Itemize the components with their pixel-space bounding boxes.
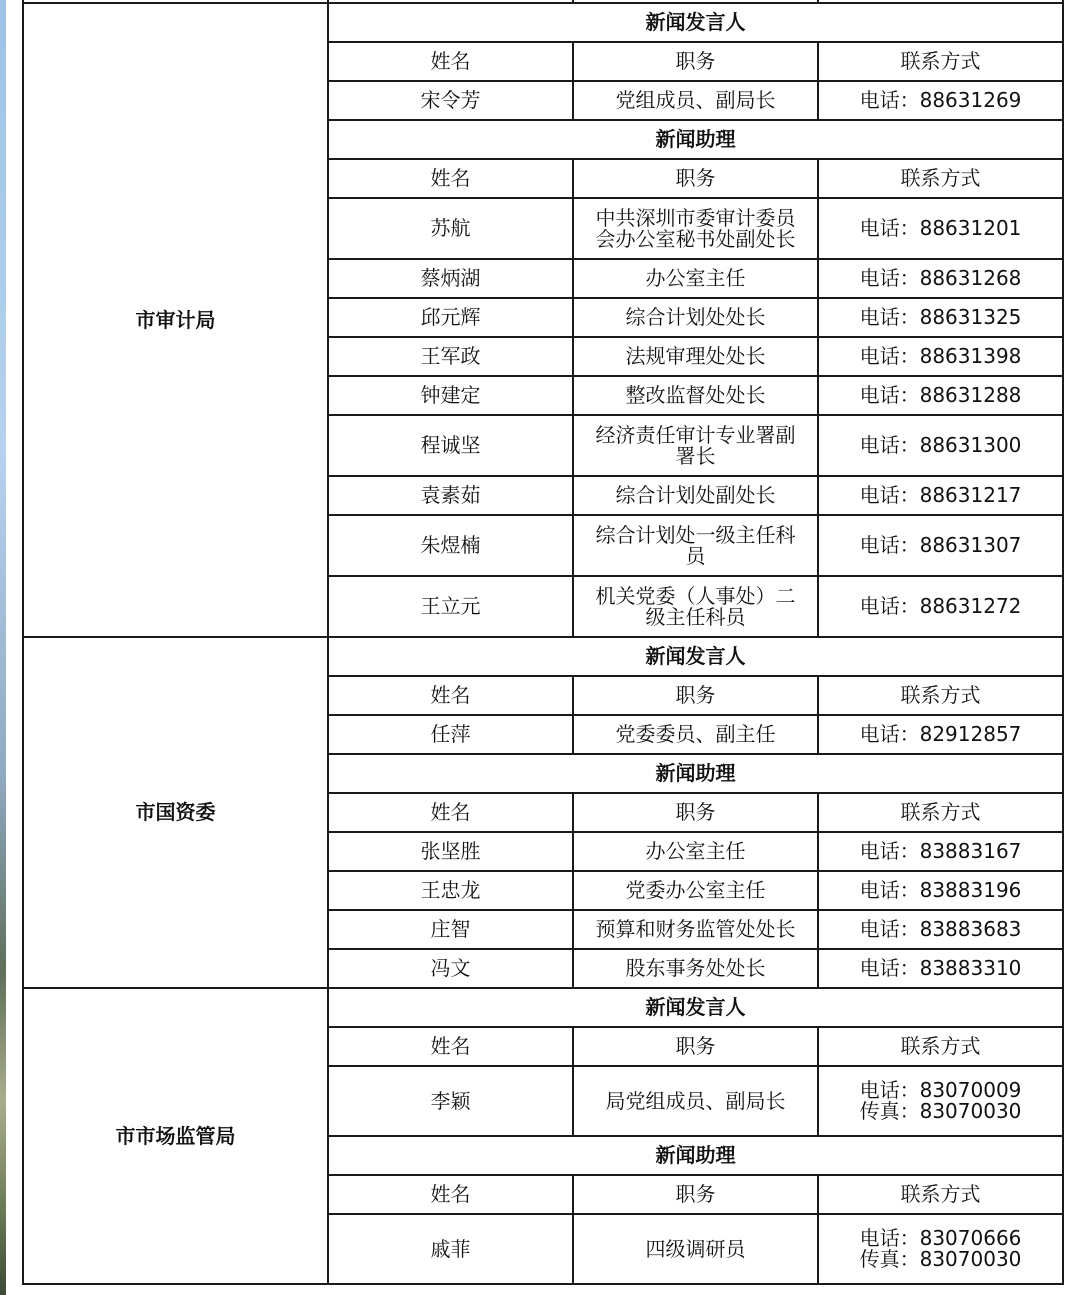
column-header-contact: 联系方式 (818, 793, 1063, 832)
person-contact: 电话：88631325 (818, 298, 1063, 337)
column-header-contact: 联系方式 (818, 159, 1063, 198)
person-position: 党委委员、副主任 (573, 715, 818, 754)
person-name: 李颖 (328, 1066, 573, 1136)
person-name: 邱元辉 (328, 298, 573, 337)
section-title-row (23, 3, 1063, 42)
column-header-position: 职务 (573, 1027, 818, 1066)
person-contact: 电话：88631269 (818, 81, 1063, 120)
person-position (573, 415, 818, 476)
person-contact: 电话：88631272 (818, 576, 1063, 637)
person-name: 庄智 (328, 910, 573, 949)
table-body (23, 0, 1063, 1284)
column-header-name: 姓名 (328, 42, 573, 81)
person-contact: 电话：83883310 (818, 949, 1063, 988)
column-header-contact: 联系方式 (818, 1175, 1063, 1214)
person-position-line: 署长 (675, 443, 716, 468)
person-name: 朱煜楠 (328, 515, 573, 576)
org-name: 市审计局 (23, 3, 328, 637)
person-contact: 电话：83883683 (818, 910, 1063, 949)
person-name: 王立元 (328, 576, 573, 637)
person-position-line: 级主任科员 (645, 604, 746, 629)
person-name: 程诚坚 (328, 415, 573, 476)
column-header-contact: 联系方式 (818, 1027, 1063, 1066)
column-header-position: 职务 (573, 42, 818, 81)
column-header-name: 姓名 (328, 793, 573, 832)
person-name: 蔡炳湖 (328, 259, 573, 298)
person-name: 冯文 (328, 949, 573, 988)
person-contact-line: 传真：83070030 (859, 1099, 1022, 1123)
person-contact: 电话：88631288 (818, 376, 1063, 415)
person-contact-line: 传真：83070030 (859, 1247, 1022, 1271)
section-title-row (23, 637, 1063, 676)
spokesperson-contact-table (22, 0, 1064, 1285)
section-title-spokesperson: 新闻发言人 (328, 3, 1063, 42)
person-name: 苏航 (328, 198, 573, 259)
section-title-spokesperson: 新闻发言人 (328, 988, 1063, 1027)
person-position: 综合计划处副处长 (573, 476, 818, 515)
person-position-line: 会办公室秘书处副处长 (595, 226, 796, 251)
section-title-spokesperson: 新闻发言人 (328, 637, 1063, 676)
person-contact: 电话：88631300 (818, 415, 1063, 476)
person-position: 法规审理处处长 (573, 337, 818, 376)
person-position: 办公室主任 (573, 832, 818, 871)
person-contact: 电话：88631398 (818, 337, 1063, 376)
person-name: 宋令芳 (328, 81, 573, 120)
column-header-contact: 联系方式 (818, 42, 1063, 81)
person-position (573, 515, 818, 576)
person-name: 张坚胜 (328, 832, 573, 871)
person-name: 王军政 (328, 337, 573, 376)
person-contact: 电话：88631201 (818, 198, 1063, 259)
person-position-line: 中共深圳市委审计委员 (595, 205, 796, 230)
column-header-name: 姓名 (328, 159, 573, 198)
person-position: 四级调研员 (573, 1214, 818, 1284)
column-header-position: 职务 (573, 676, 818, 715)
person-position: 办公室主任 (573, 259, 818, 298)
column-header-name: 姓名 (328, 676, 573, 715)
person-contact: 电话：88631268 (818, 259, 1063, 298)
person-name: 任萍 (328, 715, 573, 754)
person-name: 戚菲 (328, 1214, 573, 1284)
person-position: 局党组成员、副局长 (573, 1066, 818, 1136)
person-position: 整改监督处处长 (573, 376, 818, 415)
column-header-position: 职务 (573, 1175, 818, 1214)
person-name: 王忠龙 (328, 871, 573, 910)
person-contact-line: 电话：83070666 (859, 1226, 1022, 1250)
column-header-name: 姓名 (328, 1027, 573, 1066)
person-contact (818, 1214, 1063, 1284)
person-contact: 电话：82912857 (818, 715, 1063, 754)
section-title-assistant: 新闻助理 (328, 754, 1063, 793)
person-contact (818, 1066, 1063, 1136)
person-position (573, 198, 818, 259)
page-margin (6, 0, 20, 1295)
person-position-line: 机关党委（人事处）二 (595, 583, 796, 608)
person-position-line: 综合计划处一级主任科 (595, 522, 796, 547)
section-title-row (23, 988, 1063, 1027)
column-header-name: 姓名 (328, 1175, 573, 1214)
section-title-assistant: 新闻助理 (328, 120, 1063, 159)
column-header-position: 职务 (573, 159, 818, 198)
person-name: 钟建定 (328, 376, 573, 415)
person-position (573, 576, 818, 637)
person-position: 股东事务处处长 (573, 949, 818, 988)
person-position: 预算和财务监管处处长 (573, 910, 818, 949)
person-position-line: 员 (685, 543, 706, 568)
person-contact: 电话：88631307 (818, 515, 1063, 576)
org-name: 市国资委 (23, 637, 328, 988)
person-position: 综合计划处处长 (573, 298, 818, 337)
person-contact: 电话：88631217 (818, 476, 1063, 515)
column-header-contact: 联系方式 (818, 676, 1063, 715)
person-name: 袁素茹 (328, 476, 573, 515)
org-name: 市市场监管局 (23, 988, 328, 1284)
person-contact: 电话：83883196 (818, 871, 1063, 910)
section-title-assistant: 新闻助理 (328, 1136, 1063, 1175)
column-header-position: 职务 (573, 793, 818, 832)
person-contact-line: 电话：83070009 (859, 1078, 1022, 1102)
person-position: 党委办公室主任 (573, 871, 818, 910)
person-position-line: 经济责任审计专业署副 (595, 422, 796, 447)
person-position: 党组成员、副局长 (573, 81, 818, 120)
person-contact: 电话：83883167 (818, 832, 1063, 871)
